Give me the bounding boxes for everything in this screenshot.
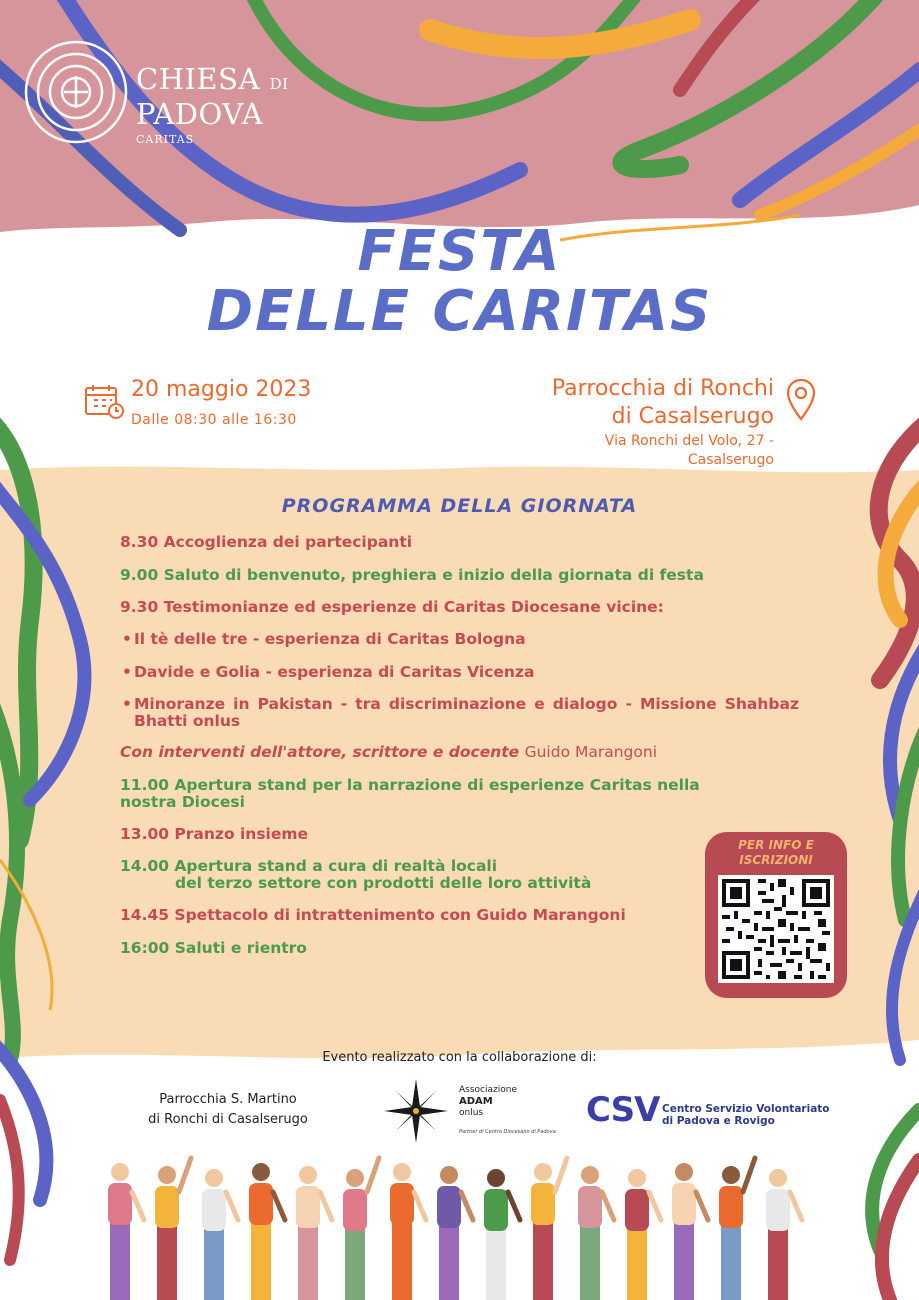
people-illustration [100,1150,820,1300]
person-figure [531,1158,567,1300]
program-subitem: • Il tè delle tre - esperienza di Caritas Bologna [134,631,799,648]
person-figure [719,1158,755,1300]
person-figure [108,1163,144,1300]
program-item: 9.30 Testimonianze ed esperienze di Caritas Diocesane vicine: [120,598,664,616]
person-figure [578,1166,614,1300]
title-line-2: DELLE CARITAS [206,279,713,344]
program-item: 13.00 Pranzo insieme [120,825,309,843]
program-subitem: • Minoranze in Pakistan - tra discriminazione e dialogo - Missione Shahbaz Bhatti onlus [134,696,799,730]
program-item: 9.00 Saluto di benvenuto, preghiera e inizio della giornata di festa [120,566,704,584]
person-figure [625,1169,661,1300]
person-figure [155,1158,191,1300]
program-item: 14.00 Apertura stand a cura di realtà locali del terzo settore con prodotti delle loro attività [120,857,592,892]
location-pin-icon [786,378,816,422]
person-figure [766,1169,802,1300]
event-date: 20 maggio 2023 [131,377,312,402]
person-figure [390,1163,426,1300]
person-figure [249,1163,285,1300]
program-subitem: • Davide e Golia - esperienza di Caritas Vicenza [134,664,799,681]
calendar-clock-icon [84,384,126,420]
adam-note: Partner di Centro Diocesano di Padova [459,1129,556,1135]
person-figure [484,1169,520,1300]
chiesa-padova-logo-mark [22,38,130,146]
qr-label: PER INFO E ISCRIZIONI [738,838,814,867]
program-item: 14.45 Spettacolo di intrattenimento con Guido Marangoni [120,906,626,924]
person-figure [202,1169,238,1300]
sponsor-adam: Associazione ADAM onlus [459,1085,517,1118]
compass-rose-icon [380,1075,452,1147]
program-item: 11.00 Apertura stand per la narrazione di esperienze Caritas nella nostra Diocesi [120,776,700,811]
title-line-1: FESTA [357,219,562,284]
event-time: Dalle 08:30 alle 16:30 [131,412,297,428]
event-address: Via Ronchi del Volo, 27 - Casalserugo [604,433,774,468]
event-place: Parrocchia di Ronchi di Casalserugo [551,376,774,429]
program-item: 8.30 Accoglienza dei partecipanti [120,533,413,551]
sponsor-parrocchia: Parrocchia S. Martino di Ronchi di Casalserugo [148,1092,308,1127]
qr-code[interactable] [718,875,834,983]
person-figure [343,1158,379,1300]
person-figure [672,1163,708,1300]
chiesa-padova-logo-text: CHIESA DI PADOVA CARITAS [136,62,289,146]
person-figure [437,1166,473,1300]
program-item-guest: Con interventi dell'attore, scrittore e docente Guido Marangoni [120,743,658,761]
program-item: 16:00 Saluti e rientro [120,939,307,957]
sponsor-csv: Centro Servizio Volontariato di Padova e Rovigo [662,1103,830,1127]
person-figure [296,1166,332,1300]
csv-logo: CSV [586,1090,660,1130]
program-title: PROGRAMMA DELLA GIORNATA [281,495,638,517]
collaboration-text: Evento realizzato con la collaborazione di: [322,1050,597,1065]
